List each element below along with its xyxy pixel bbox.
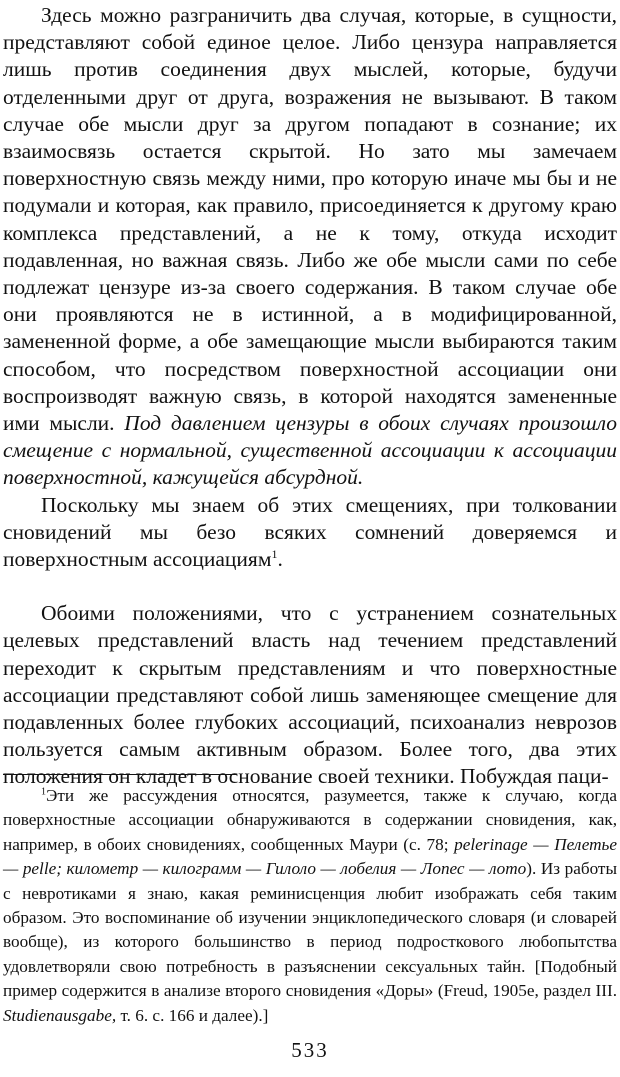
paragraph-1-italic: Под давлением цензуры в обоих случаях произошло смещение с нормальной, существенной ассоциации к ассоциации поверхностной, кажущейся абсурдной.	[3, 411, 617, 490]
paragraph-1-text: Здесь можно разграничить два случая, которые, в сущности, представляют собой единое целое. Либо цензура направляется лишь против соединения двух мыслей, которые, будучи отделенными друг от друга, возражения не вызывают. В таком случае обе мысли друг за другом попадают в сознание; их взаимосвязь остается скрытой. Но зато мы замечаем поверхностную связь между ними, про которую иначе мы бы и не подумали и которая, как правило, присоединяется к другому краю комплекса представлений, а не к тому, откуда исходит подавленная, но важная связь. Либо же обе мысли сами по себе подлежат цензуре из-за своего содержания. В таком случае обе они проявляются не в истинной, а в модифицированной, замененной форме, а обе замещающие мысли выбираются таким способом, что посредством поверхностной ассоциации они воспроизводят важную связь, в которой находятся замененные ими мысли.	[3, 3, 617, 436]
paragraph-gap	[3, 573, 617, 600]
footnote-divider	[3, 774, 237, 775]
footnote-italic-1: pelerinage — Пелетье — pelle; километр — килограмм — Гилоло — лобелия — Лопес — лото	[3, 834, 618, 879]
footnote-marker: 1	[41, 786, 46, 798]
footnote-text-2: ). Из работы с невротиками я знаю, какая реминисценция любит изображать себя таким образом. Это воспоминание об изучении энциклопедического словаря (и словарей вообще), из которого большинство в период подросткового любопытства удовлетворяли свою потребность в разъяснении сексуальных тайн. [Подобный пример содержится в анализе второго сновидения «Доры» (Freud, 1905e, раздел III.	[3, 859, 617, 1001]
footnote	[3, 784, 617, 1028]
paragraph-2	[3, 492, 617, 574]
paragraph-3	[3, 600, 617, 790]
footnote-text-3: т. 6. с. 166 и далее).]	[120, 1005, 269, 1025]
footnote-italic-2: Studienausgabe,	[3, 1005, 117, 1025]
page-number: 533	[291, 1038, 329, 1062]
paragraph-1	[3, 2, 617, 492]
footnote-reference[interactable]: 1	[271, 546, 278, 561]
paragraph-2-text: Поскольку мы знаем об этих смещениях, при толковании сновидений мы безо всяких сомнений доверяемся и поверхностным ассоциациям	[3, 492, 617, 572]
paragraph-3-text: Обоими положениями, что с устранением сознательных целевых представлений власть над течением представлений переходит к скрытым представлениям и что поверхностные ассоциации представляют собой лишь заменяющее смещение для подавленных более глубоких ассоциаций, психоанализ неврозов пользуется самым активным образом. Более того, два этих положения он кладет в основание своей техники. Побуждая паци-	[3, 601, 617, 789]
paragraph-2-end: .	[277, 547, 283, 572]
footnote-text-1: Эти же рассуждения относятся, разумеется, также к случаю, когда поверхностные ассоциации обнаруживаются в содержании сновидения, как, например, в обоих сновидениях, сообщенных Маури (с. 78;	[3, 786, 617, 854]
main-text	[3, 2, 617, 791]
